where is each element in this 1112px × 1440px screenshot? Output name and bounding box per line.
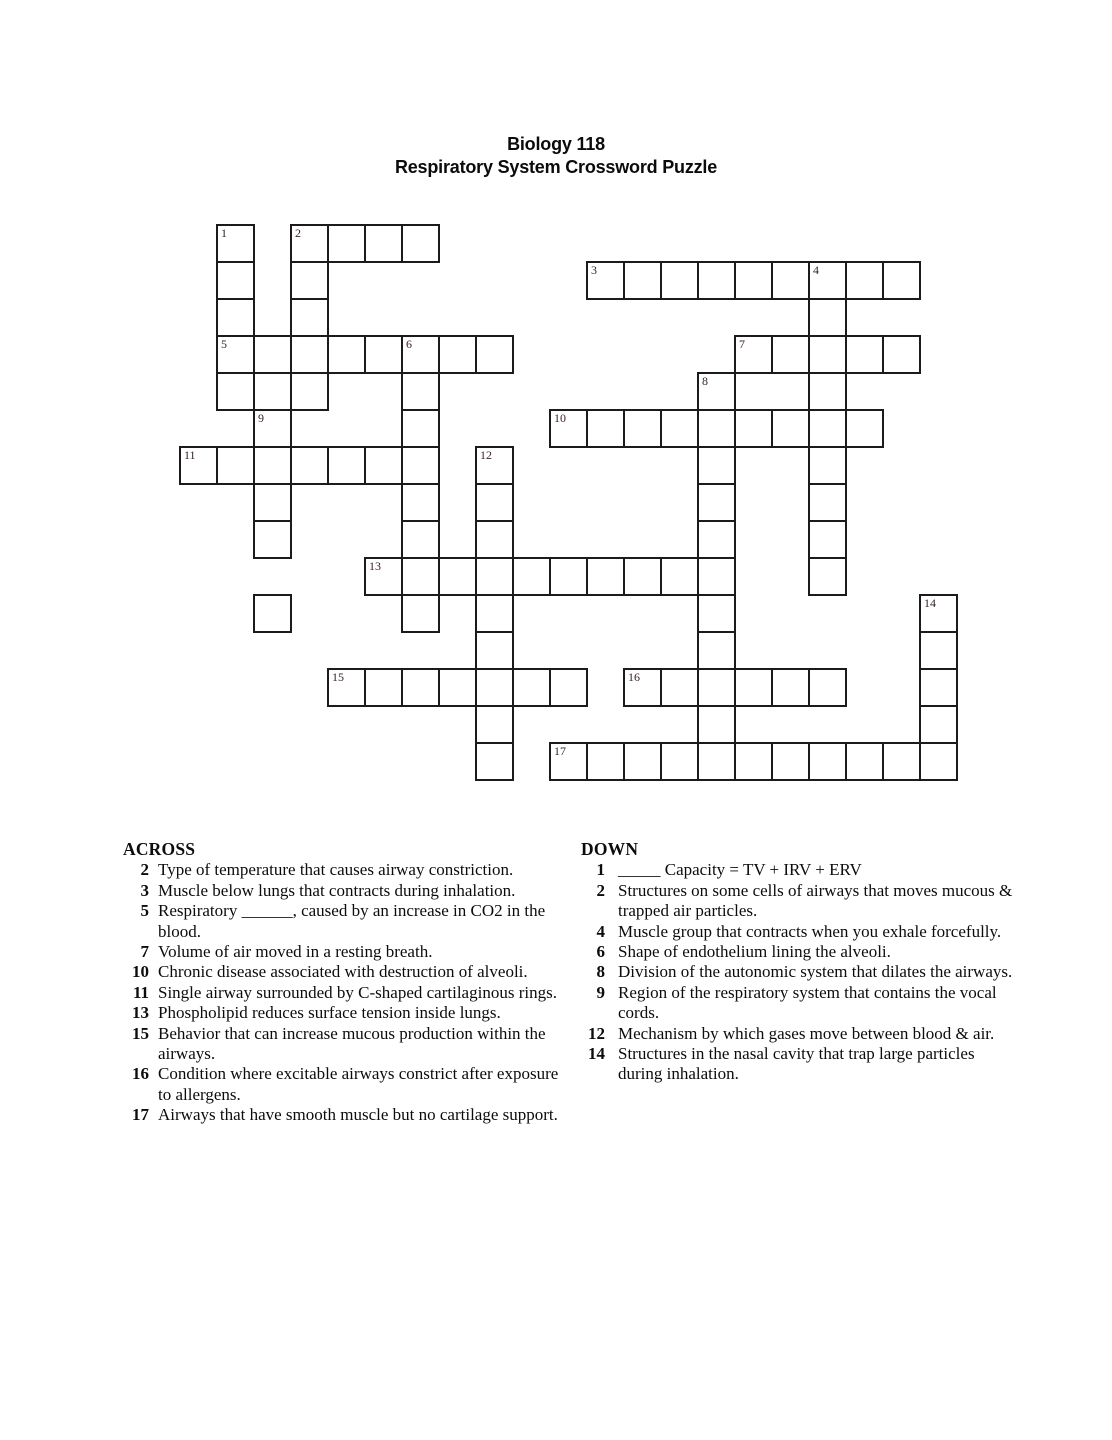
clue-number: 1: [596, 860, 605, 880]
grid-cell[interactable]: [808, 261, 847, 300]
grid-cell[interactable]: [697, 594, 736, 633]
clue-text: Airways that have smooth muscle but no cartilage support.: [158, 1105, 558, 1125]
cell-number: 15: [332, 670, 344, 684]
down-header: DOWN: [581, 839, 639, 859]
grid-cell[interactable]: [401, 483, 440, 522]
grid-cell[interactable]: [845, 409, 884, 448]
across-clue: [123, 860, 567, 880]
across-clue: [123, 962, 567, 982]
clue-text: Behavior that can increase mucous production within the airways.: [158, 1023, 546, 1064]
down-clue: [581, 962, 1033, 982]
grid-cell[interactable]: [771, 742, 810, 781]
grid-cell[interactable]: [882, 261, 921, 300]
clue-text: Phospholipid reduces surface tension inside lungs.: [158, 1003, 501, 1023]
grid-cell[interactable]: [438, 557, 477, 596]
clue-text: Volume of air moved in a resting breath.: [158, 942, 433, 962]
grid-cell[interactable]: [697, 705, 736, 744]
cell-number: 2: [295, 226, 301, 240]
grid-cell[interactable]: [216, 335, 255, 374]
grid-cell[interactable]: [401, 409, 440, 448]
grid-cell[interactable]: [327, 335, 366, 374]
grid-cell[interactable]: [697, 742, 736, 781]
grid-cell[interactable]: [734, 409, 773, 448]
grid-cell[interactable]: [697, 483, 736, 522]
grid-cell[interactable]: [290, 224, 329, 263]
grid-cell[interactable]: [660, 409, 699, 448]
grid-cell[interactable]: [882, 335, 921, 374]
clue-text: Type of temperature that causes airway constriction.: [158, 860, 514, 880]
clue-text: Muscle below lungs that contracts during inhalation.: [158, 880, 516, 900]
grid-cell[interactable]: [253, 372, 292, 411]
grid-cell[interactable]: [475, 483, 514, 522]
grid-cell[interactable]: [697, 409, 736, 448]
grid-cell[interactable]: [734, 742, 773, 781]
across-clue: [123, 942, 567, 962]
down-clue: [581, 942, 1033, 962]
across-clue: [123, 983, 567, 1003]
grid-cell[interactable]: [697, 631, 736, 670]
clue-text: _____ Capacity = TV + IRV + ERV: [618, 860, 862, 880]
clue-number: 2: [140, 860, 149, 880]
down-clue: [581, 881, 1033, 922]
grid-cell[interactable]: [697, 261, 736, 300]
grid-cell[interactable]: [475, 742, 514, 781]
down-clue: [581, 860, 1033, 880]
cell-number: 17: [554, 744, 566, 758]
grid-cell[interactable]: [216, 446, 255, 485]
clue-number: 12: [588, 1023, 605, 1043]
clue-number: 13: [132, 1003, 149, 1023]
grid-cell[interactable]: [919, 631, 958, 670]
down-clue: [581, 983, 1033, 1024]
grid-cell[interactable]: [882, 742, 921, 781]
grid-cell[interactable]: [771, 409, 810, 448]
cell-number: 11: [184, 448, 196, 462]
grid-cell[interactable]: [401, 224, 440, 263]
grid-cell[interactable]: [771, 668, 810, 707]
grid-cell[interactable]: [364, 335, 403, 374]
grid-cell[interactable]: [586, 557, 625, 596]
grid-cell[interactable]: [438, 668, 477, 707]
across-clue: [123, 1003, 567, 1023]
grid-cell[interactable]: [623, 668, 662, 707]
clue-text: Respiratory ______, caused by an increase in CO2 in the blood.: [158, 901, 546, 941]
grid-cell[interactable]: [919, 594, 958, 633]
clue-text: Division of the autonomic system that dilates the airways.: [618, 962, 1013, 982]
grid-cell[interactable]: [253, 446, 292, 485]
grid-cell[interactable]: [327, 224, 366, 263]
grid-cell[interactable]: [549, 742, 588, 781]
grid-cell[interactable]: [475, 705, 514, 744]
grid-cell[interactable]: [586, 742, 625, 781]
grid-cell[interactable]: [253, 483, 292, 522]
grid-cell[interactable]: [401, 335, 440, 374]
grid-cell[interactable]: [475, 446, 514, 485]
grid-cell[interactable]: [327, 668, 366, 707]
down-clues-section: [581, 839, 1033, 1085]
clue-number: 11: [132, 982, 149, 1002]
grid-cell[interactable]: [216, 372, 255, 411]
grid-cell[interactable]: [475, 335, 514, 374]
grid-cell[interactable]: [697, 446, 736, 485]
doc-title-line1: Biology 118: [507, 134, 605, 154]
grid-cell[interactable]: [216, 224, 255, 263]
clue-number: 2: [596, 880, 605, 900]
cell-number: 6: [406, 337, 412, 351]
grid-cell[interactable]: [438, 335, 477, 374]
cell-number: 12: [480, 448, 492, 462]
grid-cell[interactable]: [512, 557, 551, 596]
across-clue: [123, 1105, 567, 1125]
grid-cell[interactable]: [734, 668, 773, 707]
down-clue-list: [581, 860, 1033, 1084]
clue-text: Condition where excitable airways constrict after exposure to allergens.: [158, 1064, 559, 1104]
grid-cell[interactable]: [401, 372, 440, 411]
grid-cell[interactable]: [475, 594, 514, 633]
grid-cell[interactable]: [475, 557, 514, 596]
cell-number: 5: [221, 337, 227, 351]
clue-text: Mechanism by which gases move between blood & air.: [618, 1023, 995, 1043]
grid-cell[interactable]: [660, 742, 699, 781]
grid-cell[interactable]: [475, 668, 514, 707]
grid-cell[interactable]: [623, 409, 662, 448]
cell-number: 13: [369, 559, 381, 573]
grid-cell[interactable]: [290, 298, 329, 337]
grid-cell[interactable]: [253, 335, 292, 374]
grid-cell[interactable]: [808, 668, 847, 707]
across-clues-section: [123, 839, 567, 1126]
clue-text: Single airway surrounded by C-shaped cartilaginous rings.: [158, 982, 557, 1002]
grid-cell[interactable]: [549, 409, 588, 448]
grid-cell[interactable]: [919, 668, 958, 707]
clue-number: 5: [140, 901, 149, 921]
grid-cell[interactable]: [808, 335, 847, 374]
grid-cell[interactable]: [771, 261, 810, 300]
grid-cell[interactable]: [364, 224, 403, 263]
grid-cell[interactable]: [290, 446, 329, 485]
grid-cell[interactable]: [401, 594, 440, 633]
grid-cell[interactable]: [549, 668, 588, 707]
grid-cell[interactable]: [808, 557, 847, 596]
grid-cell[interactable]: [290, 261, 329, 300]
cell-number: 14: [924, 596, 936, 610]
grid-cell[interactable]: [808, 298, 847, 337]
grid-cell[interactable]: [623, 261, 662, 300]
grid-cell[interactable]: [808, 372, 847, 411]
grid-cell[interactable]: [401, 557, 440, 596]
grid-cell[interactable]: [549, 557, 588, 596]
grid-cell[interactable]: [512, 668, 551, 707]
clue-text: Shape of endothelium lining the alveoli.: [618, 942, 891, 962]
clue-number: 6: [596, 942, 605, 962]
grid-cell[interactable]: [845, 742, 884, 781]
grid-cell[interactable]: [919, 705, 958, 744]
grid-cell[interactable]: [364, 557, 403, 596]
grid-cell[interactable]: [845, 261, 884, 300]
cell-number: 3: [591, 263, 597, 277]
clue-text: Structures on some cells of airways that moves mucous & trapped air particles.: [618, 880, 1013, 921]
grid-cell[interactable]: [734, 335, 773, 374]
grid-cell[interactable]: [253, 520, 292, 559]
grid-cell[interactable]: [697, 557, 736, 596]
cell-number: 8: [702, 374, 708, 388]
clue-number: 8: [596, 962, 605, 982]
clue-text: Region of the respiratory system that contains the vocal cords.: [618, 982, 997, 1023]
clue-number: 17: [132, 1105, 149, 1125]
grid-cell[interactable]: [179, 446, 218, 485]
grid-cell[interactable]: [401, 446, 440, 485]
grid-cell[interactable]: [475, 631, 514, 670]
grid-cell[interactable]: [401, 668, 440, 707]
clue-number: 3: [140, 880, 149, 900]
grid-cell[interactable]: [808, 520, 847, 559]
clue-text: Structures in the nasal cavity that trap large particles during inhalation.: [618, 1044, 975, 1084]
grid-cell[interactable]: [697, 372, 736, 411]
grid-cell[interactable]: [586, 261, 625, 300]
grid-cell[interactable]: [216, 261, 255, 300]
grid-cell[interactable]: [364, 446, 403, 485]
clue-number: 15: [132, 1023, 149, 1043]
grid-cell[interactable]: [660, 668, 699, 707]
grid-cell[interactable]: [919, 742, 958, 781]
grid-cell[interactable]: [327, 446, 366, 485]
grid-cell[interactable]: [734, 261, 773, 300]
cell-number: 7: [739, 337, 745, 351]
cell-number: 9: [258, 411, 264, 425]
down-clue: [581, 1024, 1033, 1044]
clue-number: 14: [588, 1044, 605, 1064]
grid-cell[interactable]: [623, 742, 662, 781]
clue-text: Chronic disease associated with destruction of alveoli.: [158, 962, 528, 982]
grid-cell[interactable]: [660, 557, 699, 596]
down-clue: [581, 1044, 1033, 1085]
grid-cell[interactable]: [216, 298, 255, 337]
grid-cell[interactable]: [475, 520, 514, 559]
clue-number: 9: [596, 982, 605, 1002]
grid-cell[interactable]: [697, 520, 736, 559]
grid-cell[interactable]: [290, 372, 329, 411]
doc-title-line2: Respiratory System Crossword Puzzle: [394, 157, 718, 177]
grid-cell[interactable]: [586, 409, 625, 448]
grid-cell[interactable]: [697, 668, 736, 707]
doc-title: [0, 133, 1112, 179]
across-clue: [123, 881, 567, 901]
clue-number: 7: [140, 942, 149, 962]
grid-cell[interactable]: [808, 446, 847, 485]
grid-cell[interactable]: [771, 335, 810, 374]
grid-cell[interactable]: [290, 335, 329, 374]
across-header: ACROSS: [123, 839, 196, 859]
cell-number: 10: [554, 411, 566, 425]
grid-cell[interactable]: [253, 594, 292, 633]
grid-cell[interactable]: [623, 557, 662, 596]
grid-cell[interactable]: [808, 409, 847, 448]
grid-cell[interactable]: [401, 520, 440, 559]
grid-cell[interactable]: [808, 742, 847, 781]
grid-cell[interactable]: [808, 483, 847, 522]
across-clue-list: [123, 860, 567, 1125]
down-clue: [581, 922, 1033, 942]
clue-number: 16: [132, 1064, 149, 1084]
across-clue: [123, 1024, 567, 1065]
grid-cell[interactable]: [364, 668, 403, 707]
clue-number: 4: [596, 921, 605, 941]
clue-text: Muscle group that contracts when you exhale forcefully.: [618, 921, 1002, 941]
cell-number: 4: [813, 263, 819, 277]
grid-cell[interactable]: [845, 335, 884, 374]
clue-number: 10: [132, 962, 149, 982]
grid-cell[interactable]: [660, 261, 699, 300]
cell-number: 16: [628, 670, 640, 684]
grid-cell[interactable]: [253, 409, 292, 448]
across-clue: [123, 1064, 567, 1105]
cell-number: 1: [221, 226, 227, 240]
across-clue: [123, 901, 567, 942]
